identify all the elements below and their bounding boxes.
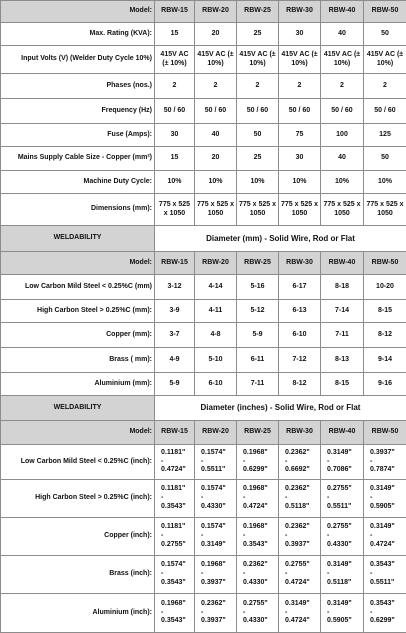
value-cell [364,445,406,480]
row-label: High Carbon Steel > 0.25%C (inch): [1,480,155,518]
value-cell: 8-15 [321,373,364,396]
value-cell: 7-11 [321,323,364,348]
value-cell: 4-14 [195,275,237,300]
value-cell: 415V AC (± 10%) [155,46,195,74]
value-cell: 6-11 [237,348,279,373]
table-row [1,147,406,171]
weldability-label: WELDABILITY [1,226,155,252]
value-cell: 415V AC (± 10%) [321,46,364,74]
range-separator: - [370,609,404,618]
row-label: Low Carbon Mild Steel < 0.25%C (mm) [1,275,155,300]
value-cell: 2 [279,74,321,99]
value-cell: 30 [155,124,195,147]
value-cell [279,445,321,480]
range-max: 0.3149" [201,541,234,550]
table-row [1,275,406,300]
value-cell: 10% [279,171,321,194]
value-cell: 3-12 [155,275,195,300]
table-row [1,518,406,556]
range-min: 0.3149" [370,485,404,494]
range-separator: - [201,494,234,503]
range-separator: - [370,532,404,541]
range-min: 0.1968" [243,523,276,532]
range-separator: - [327,494,361,503]
table-row [1,99,406,124]
range-min: 0.1574" [161,561,192,570]
range-max: 0.4330" [243,617,276,626]
value-cell: 100 [321,124,364,147]
range-max: 0.2755" [161,541,192,550]
model-header-cell: RBW-15 [155,252,195,275]
value-cell: 15 [155,147,195,171]
row-label: Copper (inch): [1,518,155,556]
range-min: 0.1181" [161,449,192,458]
value-cell [364,556,406,594]
range-separator: - [285,570,318,579]
range-separator: - [243,458,276,467]
range-min: 0.2362" [285,485,318,494]
value-cell: 9-16 [364,373,406,396]
range-separator: - [285,609,318,618]
value-cell [237,445,279,480]
table-row [1,300,406,323]
range-max: 0.5511" [370,579,404,588]
value-cell: 50 / 60 [279,99,321,124]
range-separator: - [243,609,276,618]
range-separator: - [161,494,192,503]
value-cell: 775 x 525 x 1050 [364,194,406,226]
value-cell: 10% [321,171,364,194]
range-min: 0.3149" [327,600,361,609]
range-separator: - [285,494,318,503]
value-cell: 6-17 [279,275,321,300]
range-min: 0.2362" [285,449,318,458]
model-label: Model: [1,1,155,23]
weldability-section-header [1,396,406,421]
range-separator: - [201,532,234,541]
value-cell: 10% [155,171,195,194]
range-max: 0.4724" [285,617,318,626]
weldability-label: WELDABILITY [1,396,155,421]
range-max: 0.4724" [285,579,318,588]
value-cell: 30 [279,23,321,46]
model-header-cell: RBW-40 [321,1,364,23]
value-cell: 6-10 [195,373,237,396]
range-max: 0.5511" [201,466,234,475]
range-max: 0.3543" [243,541,276,550]
value-cell: 30 [279,147,321,171]
row-label: Brass (inch): [1,556,155,594]
model-header-cell: RBW-25 [237,252,279,275]
range-max: 0.5118" [285,503,318,512]
value-cell [321,480,364,518]
range-max: 0.4330" [201,503,234,512]
row-label: Aluminium (mm): [1,373,155,396]
value-cell [364,594,406,633]
model-header-cell: RBW-50 [364,421,406,445]
model-header-cell: RBW-20 [195,1,237,23]
value-cell: 10% [237,171,279,194]
range-max: 0.5511" [327,503,361,512]
value-cell: 775 x 525 x 1050 [155,194,195,226]
range-max: 0.4330" [243,579,276,588]
range-separator: - [243,570,276,579]
value-cell: 8-12 [279,373,321,396]
value-cell: 415V AC (± 10%) [364,46,406,74]
range-min: 0.2755" [327,523,361,532]
range-separator: - [285,458,318,467]
table-row [1,594,406,633]
range-max: 0.5905" [327,617,361,626]
value-cell: 10-20 [364,275,406,300]
value-cell [195,518,237,556]
value-cell: 8-18 [321,275,364,300]
range-max: 0.4330" [327,541,361,550]
value-cell: 8-15 [364,300,406,323]
value-cell: 7-12 [279,348,321,373]
value-cell [279,518,321,556]
value-cell: 20 [195,147,237,171]
value-cell: 8-13 [321,348,364,373]
value-cell: 50 / 60 [364,99,406,124]
range-max: 0.7874" [370,466,404,475]
value-cell [321,445,364,480]
value-cell: 8-12 [364,323,406,348]
row-label: Phases (nos.) [1,74,155,99]
value-cell [321,556,364,594]
table-row [1,194,406,226]
weld-in-header-row [1,421,406,445]
value-cell [279,556,321,594]
range-max: 0.3937" [201,579,234,588]
value-cell: 50 / 60 [155,99,195,124]
value-cell: 50 [364,147,406,171]
table-row [1,348,406,373]
table-row [1,171,406,194]
value-cell: 775 x 525 x 1050 [279,194,321,226]
row-label: Max. Rating (KVA): [1,23,155,46]
table-row [1,556,406,594]
value-cell [155,480,195,518]
value-cell: 40 [195,124,237,147]
range-min: 0.1574" [201,449,234,458]
range-max: 0.3937" [201,617,234,626]
range-separator: - [161,570,192,579]
row-label: Mains Supply Cable Size - Copper (mm²) [1,147,155,171]
row-label: Machine Duty Cycle: [1,171,155,194]
range-min: 0.3937" [370,449,404,458]
value-cell: 50 / 60 [321,99,364,124]
value-cell: 25 [237,23,279,46]
value-cell [279,480,321,518]
range-separator: - [201,458,234,467]
range-separator: - [327,532,361,541]
value-cell: 40 [321,23,364,46]
range-separator: - [370,570,404,579]
value-cell: 4-9 [155,348,195,373]
range-min: 0.1574" [201,485,234,494]
row-label: Dimensions (mm): [1,194,155,226]
value-cell [237,480,279,518]
model-header-cell: RBW-20 [195,252,237,275]
range-separator: - [161,458,192,467]
range-min: 0.2362" [243,561,276,570]
value-cell [237,594,279,633]
value-cell [364,518,406,556]
value-cell [237,556,279,594]
value-cell: 775 x 525 x 1050 [237,194,279,226]
value-cell [364,480,406,518]
value-cell: 20 [195,23,237,46]
value-cell: 2 [237,74,279,99]
value-cell: 50 / 60 [237,99,279,124]
value-cell: 40 [321,147,364,171]
model-header-cell: RBW-25 [237,421,279,445]
row-label: Frequency (Hz) [1,99,155,124]
value-cell: 2 [195,74,237,99]
value-cell: 775 x 525 x 1050 [195,194,237,226]
range-separator: - [327,458,361,467]
range-max: 0.5905" [370,503,404,512]
table-row [1,74,406,99]
range-max: 0.5118" [327,579,361,588]
value-cell [155,445,195,480]
range-max: 0.7086" [327,466,361,475]
value-cell: 415V AC (± 10%) [195,46,237,74]
model-header-cell: RBW-30 [279,252,321,275]
model-header-cell: RBW-15 [155,1,195,23]
value-cell: 2 [321,74,364,99]
row-label: Input Volts (V) (Welder Duty Cycle 10%) [1,46,155,74]
value-cell [155,594,195,633]
range-min: 0.2755" [327,485,361,494]
value-cell: 775 x 525 x 1050 [321,194,364,226]
row-label: Fuse (Amps): [1,124,155,147]
value-cell: 5-16 [237,275,279,300]
weldability-title: Diameter (inches) - Solid Wire, Rod or Flat [155,396,406,421]
weldability-title: Diameter (mm) - Solid Wire, Rod or Flat [155,226,406,252]
range-max: 0.6299" [370,617,404,626]
weldability-section-header [1,226,406,252]
model-label: Model: [1,252,155,275]
range-min: 0.3149" [285,600,318,609]
value-cell: 5-9 [155,373,195,396]
value-cell: 3-7 [155,323,195,348]
range-max: 0.6692" [285,466,318,475]
value-cell: 4-11 [195,300,237,323]
range-separator: - [161,609,192,618]
range-min: 0.1181" [161,523,192,532]
range-min: 0.3543" [370,561,404,570]
row-label: Copper (mm): [1,323,155,348]
range-min: 0.2362" [285,523,318,532]
range-max: 0.3937" [285,541,318,550]
value-cell: 25 [237,147,279,171]
model-header-cell: RBW-20 [195,421,237,445]
range-max: 0.3543" [161,579,192,588]
row-label: Low Carbon Mild Steel < 0.25%C (inch): [1,445,155,480]
value-cell [237,518,279,556]
value-cell [155,556,195,594]
range-min: 0.1968" [201,561,234,570]
range-separator: - [243,532,276,541]
value-cell: 2 [155,74,195,99]
value-cell: 9-14 [364,348,406,373]
range-min: 0.2362" [201,600,234,609]
value-cell [155,518,195,556]
value-cell: 10% [195,171,237,194]
table-row [1,46,406,74]
model-header-cell: RBW-15 [155,421,195,445]
value-cell: 15 [155,23,195,46]
range-min: 0.2755" [285,561,318,570]
range-min: 0.3149" [327,561,361,570]
value-cell: 7-11 [237,373,279,396]
value-cell: 50 [237,124,279,147]
model-header-cell: RBW-30 [279,1,321,23]
value-cell [195,594,237,633]
value-cell: 125 [364,124,406,147]
table-row [1,445,406,480]
model-header-cell: RBW-30 [279,421,321,445]
value-cell: 5-9 [237,323,279,348]
range-separator: - [243,494,276,503]
range-separator: - [327,609,361,618]
range-separator: - [201,570,234,579]
model-header-cell: RBW-50 [364,252,406,275]
range-max: 0.3543" [161,503,192,512]
model-header-cell: RBW-50 [364,1,406,23]
range-max: 0.3543" [161,617,192,626]
range-separator: - [370,458,404,467]
range-min: 0.3149" [327,449,361,458]
row-label: Aluminium (inch): [1,594,155,633]
range-min: 0.3543" [370,600,404,609]
value-cell [195,480,237,518]
value-cell: 415V AC (± 10%) [237,46,279,74]
range-separator: - [161,532,192,541]
range-min: 0.1181" [161,485,192,494]
model-header-cell: RBW-40 [321,252,364,275]
range-min: 0.1968" [243,449,276,458]
range-max: 0.4724" [161,466,192,475]
spec-header-row [1,1,406,23]
table-row [1,373,406,396]
range-min: 0.3149" [370,523,404,532]
range-separator: - [201,609,234,618]
table-row [1,323,406,348]
value-cell: 6-10 [279,323,321,348]
range-min: 0.2755" [243,600,276,609]
value-cell [321,518,364,556]
value-cell: 10% [364,171,406,194]
range-max: 0.6299" [243,466,276,475]
table-row [1,480,406,518]
value-cell: 6-13 [279,300,321,323]
value-cell: 7-14 [321,300,364,323]
range-separator: - [327,570,361,579]
row-label: Brass ( mm): [1,348,155,373]
value-cell [195,556,237,594]
value-cell [195,445,237,480]
value-cell: 5-12 [237,300,279,323]
range-separator: - [285,532,318,541]
model-label: Model: [1,421,155,445]
value-cell: 50 [364,23,406,46]
value-cell [279,594,321,633]
value-cell: 75 [279,124,321,147]
range-separator: - [370,494,404,503]
weld-mm-header-row [1,252,406,275]
value-cell: 2 [364,74,406,99]
table-row [1,23,406,46]
row-label: High Carbon Steel > 0.25%C (mm): [1,300,155,323]
model-header-cell: RBW-40 [321,421,364,445]
value-cell: 3-9 [155,300,195,323]
value-cell [321,594,364,633]
value-cell: 5-10 [195,348,237,373]
range-min: 0.1574" [201,523,234,532]
value-cell: 4-8 [195,323,237,348]
range-max: 0.4724" [243,503,276,512]
value-cell: 415V AC (± 10%) [279,46,321,74]
range-min: 0.1968" [243,485,276,494]
model-header-cell: RBW-25 [237,1,279,23]
table-row [1,124,406,147]
value-cell: 50 / 60 [195,99,237,124]
range-min: 0.1968" [161,600,192,609]
range-max: 0.4724" [370,541,404,550]
